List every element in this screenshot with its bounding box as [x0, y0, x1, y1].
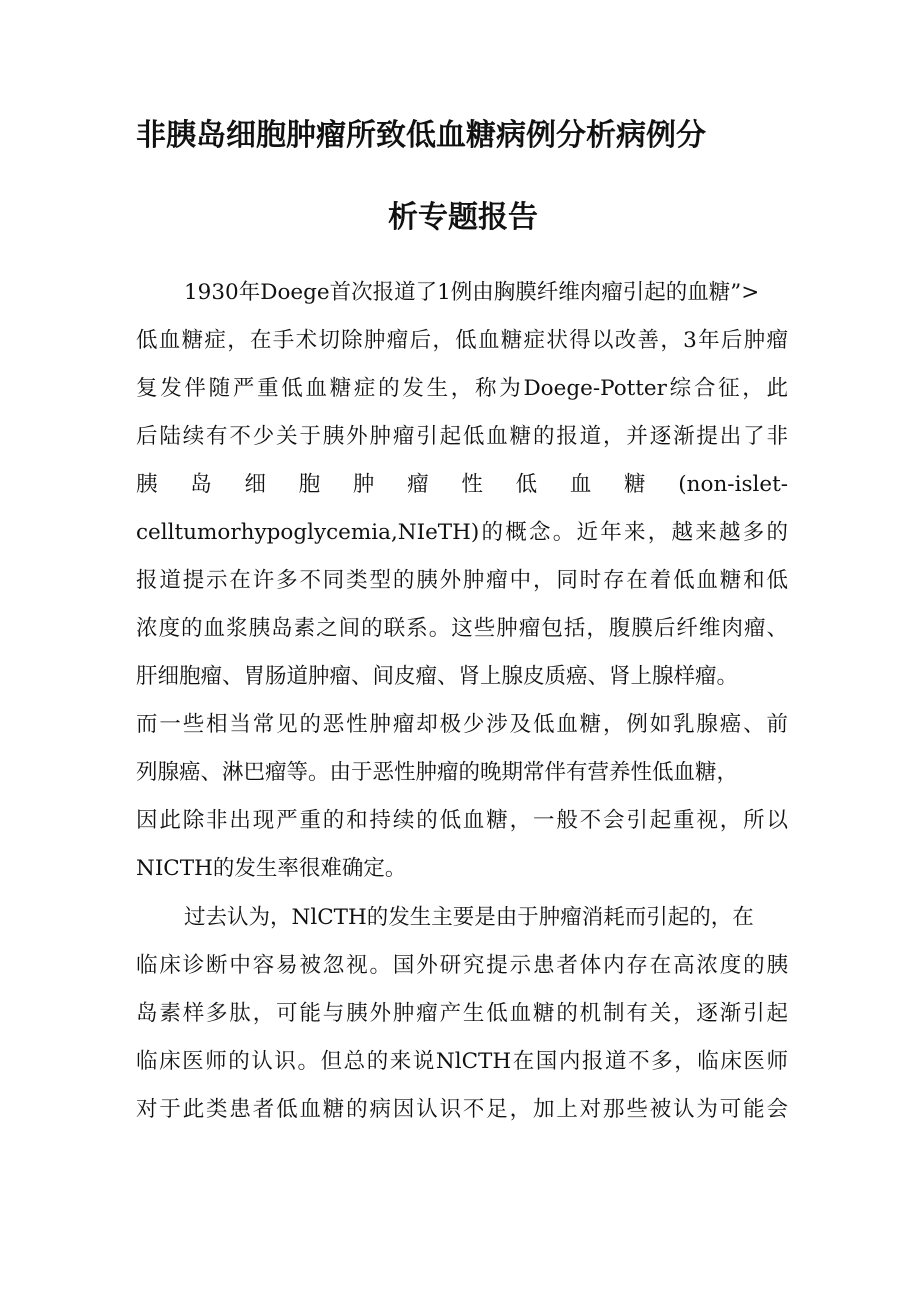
text-line: 复发伴随严重低血糖症的发生，称为Doege-Potter综合征，此	[136, 376, 788, 401]
text-line: 1930年Doege首次报道了1例由胸膜纤维肉瘤引起的血糖”>	[184, 280, 760, 305]
text-line: 临床诊断中容易被忽视。国外研究提示患者体内存在高浓度的胰	[136, 953, 788, 978]
title-line-1: 非胰岛细胞肿瘤所致低血糖病例分析病例分	[136, 118, 706, 153]
text-line: 肝细胞瘤、胃肠道肿瘤、间皮瘤、肾上腺皮质癌、肾上腺样瘤。	[136, 664, 739, 689]
text-line: 岛素样多肽，可能与胰外肿瘤产生低血糖的机制有关，逐渐引起	[136, 1001, 788, 1026]
text-line: 列腺癌、淋巴瘤等。由于恶性肿瘤的晚期常伴有营养性低血糖，	[136, 760, 739, 785]
text-line: 而一些相当常见的恶性肿瘤却极少涉及低血糖，例如乳腺癌、前	[136, 712, 788, 737]
text-line: 对于此类患者低血糖的病因认识不足，加上对那些被认为可能会	[136, 1097, 788, 1122]
text-line: 后陆续有不少关于胰外肿瘤引起低血糖的报道，并逐渐提出了非	[136, 424, 788, 449]
text-line: 因此除非出现严重的和持续的低血糖，一般不会引起重视，所以	[136, 808, 788, 833]
text-line: 临床医师的认识。但总的来说NlCTH在国内报道不多，临床医师	[136, 1049, 788, 1074]
text-line: NICTH的发生率很难确定。	[136, 856, 407, 881]
text-line: 报道提示在许多不同类型的胰外肿瘤中，同时存在着低血糖和低	[136, 568, 788, 593]
text-line: celltumorhypoglycemia,NIeTH)的概念。近年来，越来越多的	[136, 520, 788, 545]
text-line: 过去认为，NlCTH的发生主要是由于肿瘤消耗而引起的，在	[184, 905, 754, 930]
text-line: 胰 岛 细 胞 肿 瘤 性 低 血 糖 (non-islet-	[136, 472, 788, 497]
title-line-2: 析专题报告	[388, 200, 538, 235]
text-line: 低血糖症，在手术切除肿瘤后，低血糖症状得以改善，3年后肿瘤	[136, 328, 788, 353]
text-line: 浓度的血浆胰岛素之间的联系。这些肿瘤包括，腹膜后纤维肉瘤、	[136, 616, 788, 641]
